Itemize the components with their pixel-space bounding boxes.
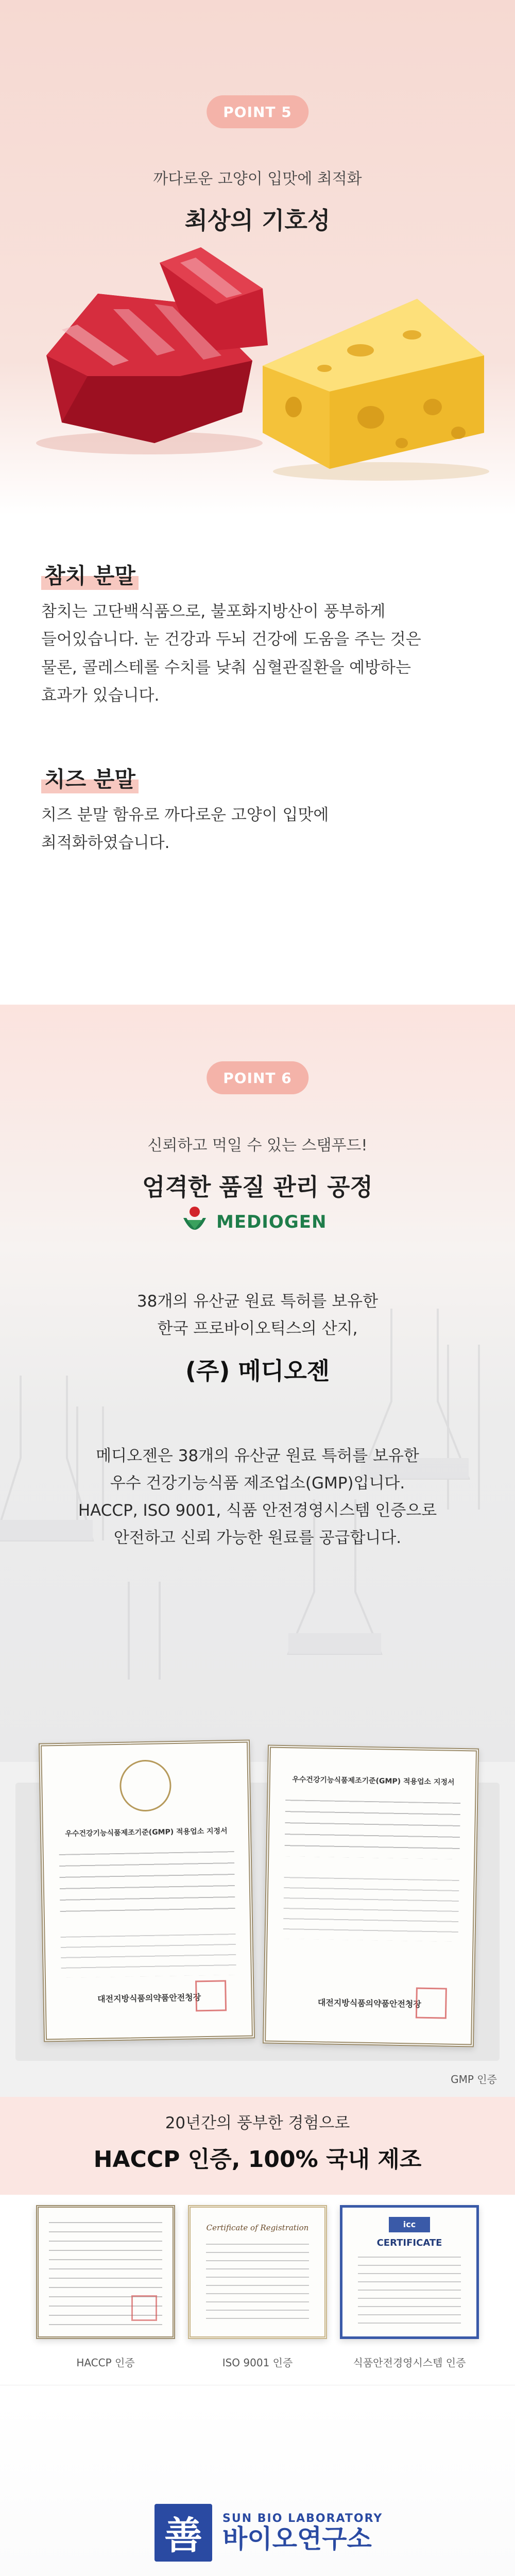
food-safety-certificate-caption: 식품안전경영시스템 인증: [353, 2357, 466, 2369]
mediogen-company-name: (주) 메디오젠: [185, 1357, 330, 1385]
iso9001-certificate: [188, 2205, 327, 2339]
gmp-certificate-title: 우수건강기능식품제조기준(GMP) 적용업소 지정서: [292, 1775, 455, 1787]
mediogen-description-line: 메디오젠은 38개의 유산균 원료 특허를 보유한: [96, 1447, 419, 1465]
cheese-line: 최적화하였습니다.: [41, 834, 170, 853]
food-safety-certificate-title: CERTIFICATE: [376, 2238, 442, 2248]
official-seal-icon: [416, 1988, 447, 2019]
gmp-caption: GMP 인증: [451, 2073, 497, 2086]
certificate-text-lines: [358, 2257, 461, 2324]
haccp-certificate-caption: HACCP 인증: [76, 2357, 135, 2369]
gmp-certificate-issuer: 대전지방식품의약품안전청장: [317, 1997, 421, 2009]
mediogen-logo-text: MEDIOGEN: [216, 1212, 327, 1232]
gmp-certificate-issuer: 대전지방식품의약품안전청장: [97, 1992, 201, 2004]
food-safety-certificate: [340, 2205, 479, 2339]
certificate-text-lines: [206, 2244, 309, 2321]
mediogen-logo: [180, 1206, 327, 1239]
point5-badge: POINT 5: [207, 95, 308, 128]
tuna-line: 들어있습니다. 눈 건강과 두뇌 건강에 도움을 주는 것은: [41, 630, 421, 649]
official-seal-icon: [131, 2295, 157, 2321]
mediogen-description-line: 우수 건강기능식품 제조업소(GMP)입니다.: [110, 1474, 405, 1493]
emblem-icon: [119, 1759, 172, 1812]
iso-certificate-caption: ISO 9001 인증: [222, 2357, 293, 2369]
certificate-text-lines: [284, 1800, 460, 1859]
cheese-image: [247, 278, 494, 484]
mediogen-symbol-icon: [180, 1206, 209, 1239]
haccp-subtitle: 20년간의 풍부한 경험으로: [165, 2114, 350, 2132]
point6-subtitle: 신뢰하고 먹일 수 있는 스탬푸드!: [147, 1137, 368, 1155]
tuna-line: 물론, 콜레스테롤 수치를 낮춰 심혈관질환을 예방하는: [41, 658, 411, 677]
point6-badge: POINT 6: [207, 1061, 308, 1094]
sunbio-logo: [154, 2504, 383, 2562]
tuna-heading: 참치 분말: [41, 559, 139, 590]
tuna-line: 참치는 고단백식품으로, 불포화지방산이 풍부하게: [41, 602, 386, 621]
cheese-description: [41, 801, 484, 857]
sunbio-mark-icon: 善: [154, 2504, 212, 2562]
point6-title: 엄격한 품질 관리 공정: [142, 1173, 373, 1201]
gmp-certificate-1: [39, 1739, 255, 2042]
point5-subtitle: 까다로운 고양이 입맛에 최적화: [153, 170, 362, 188]
tuna-line: 효과가 있습니다.: [41, 686, 160, 705]
tuna-description: [41, 598, 484, 709]
cheese-heading: 치즈 분말: [41, 762, 139, 793]
certificate-text-lines: [59, 1851, 235, 1916]
certificate-text-lines: [283, 1877, 459, 1942]
tuna-image: [26, 227, 273, 464]
certificate-text-lines: [61, 1934, 236, 1978]
cheese-line: 치즈 분말 함유로 까다로운 고양이 입맛에: [41, 806, 329, 824]
point5-section: [0, 0, 515, 1005]
certificate-logo-icon: icc: [389, 2217, 430, 2232]
mediogen-description-line: HACCP, ISO 9001, 식품 안전경영시스템 인증으로: [78, 1501, 437, 1520]
mediogen-intro-line: 38개의 유산균 원료 특허를 보유한: [136, 1292, 379, 1311]
mediogen-description-line: 안전하고 신뢰 가능한 원료를 공급합니다.: [113, 1529, 402, 1547]
gmp-certificate-title: 우수건강기능식품제조기준(GMP) 적용업소 지정서: [65, 1827, 228, 1838]
sunbio-logo-en: SUN BIO LABORATORY: [222, 2512, 383, 2525]
point5-title: 최상의 기호성: [184, 207, 331, 234]
official-seal-icon: [195, 1980, 227, 2011]
haccp-title: HACCP 인증, 100% 국내 제조: [93, 2146, 422, 2173]
gmp-certificate-2: [263, 1744, 479, 2047]
haccp-certificate: [36, 2205, 175, 2339]
sunbio-logo-ko: 바이오연구소: [222, 2524, 372, 2554]
mediogen-intro-line: 한국 프로바이오틱스의 산지,: [157, 1319, 358, 1338]
iso-certificate-title: Certificate of Registration: [206, 2223, 309, 2232]
